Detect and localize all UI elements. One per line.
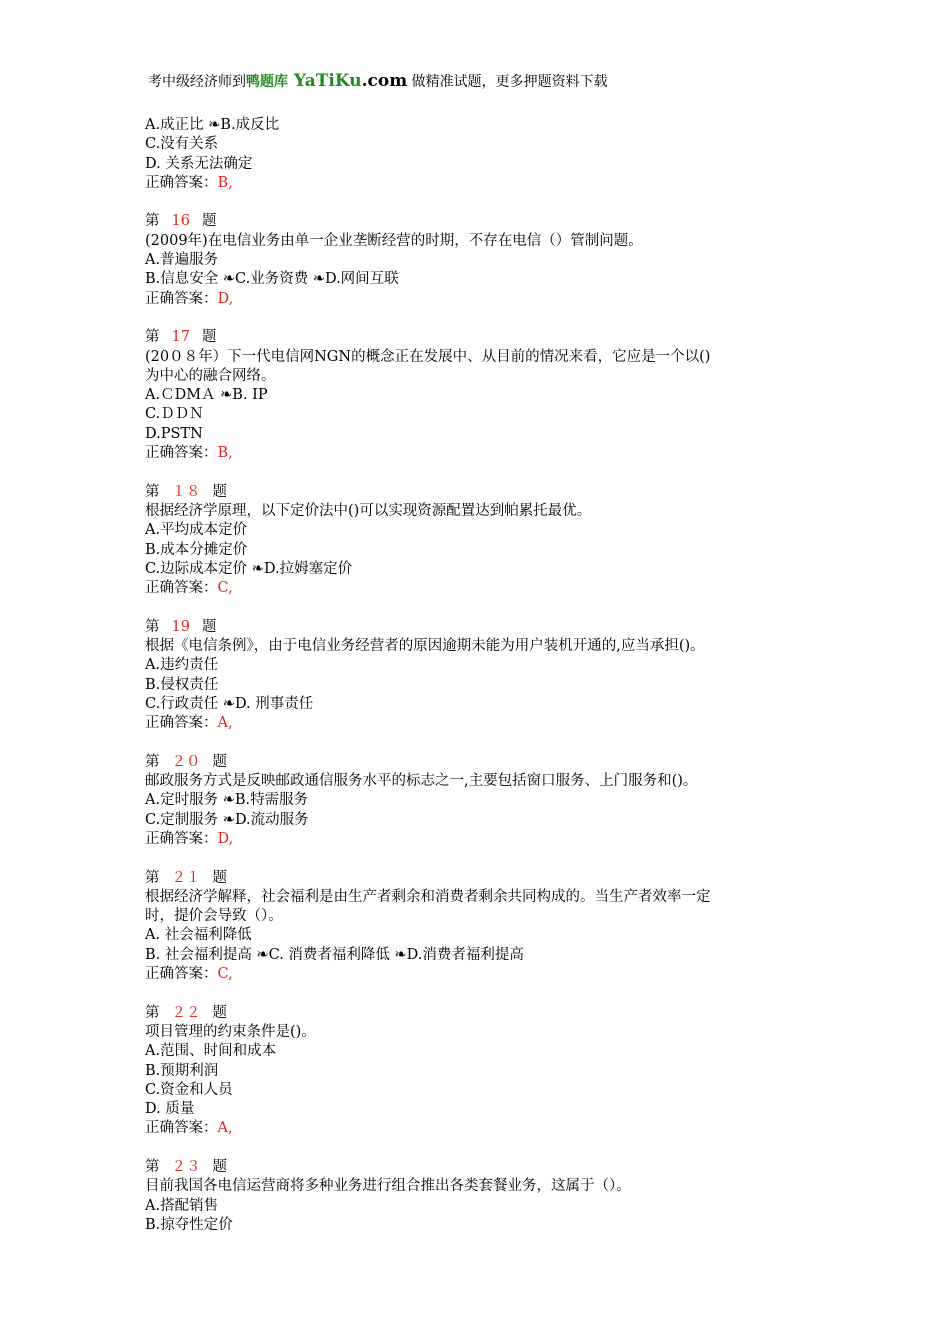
option-line: A.违约责任 xyxy=(145,657,219,674)
question-20 xyxy=(145,753,845,849)
answer-line: 正确答案：A, xyxy=(145,1120,233,1137)
question-stem: 为中心的融合网络。 xyxy=(145,367,276,384)
question-17 xyxy=(145,328,845,463)
answer-line xyxy=(145,174,845,193)
option-line: D. 质量 xyxy=(145,1101,195,1118)
option-line: C.边际成本定价 ❧D.拉姆塞定价 xyxy=(145,560,353,577)
question-stem: 根据经济学解释，社会福利是由生产者剩余和消费者剩余共同构成的。当生产者效率一定 xyxy=(145,888,711,905)
question-heading: 第 17 题 xyxy=(145,329,217,346)
question-stem: 邮政服务方式是反映邮政通信服务水平的标志之一,主要包括窗口服务、上门服务和()。 xyxy=(145,773,698,790)
question-stem: 目前我国各电信运营商将多种业务进行组合推出各类套餐业务，这属于（）。 xyxy=(145,1178,631,1195)
question-number: ２１ xyxy=(171,869,201,886)
question-stem: 项目管理的约束条件是()。 xyxy=(145,1023,316,1040)
question-heading: 第 ２１ 题 xyxy=(145,869,227,886)
question-heading: 第 ２２ 题 xyxy=(145,1004,227,1021)
option-line: A.ＣDMＡ ❧B. IP xyxy=(145,387,268,404)
question-number: ２２ xyxy=(171,1004,201,1021)
question-number: ２３ xyxy=(171,1159,201,1176)
question-stem: (20０８年）下一代电信网NGN的概念正在发展中、从目前的情况来看，它应是一个以() xyxy=(145,348,711,365)
option-line: C.定制服务 ❧D.流动服务 xyxy=(145,811,309,828)
question-heading: 第 16 题 xyxy=(145,213,217,230)
option-line: A.范围、时间和成本 xyxy=(145,1043,277,1060)
answer-value: B, xyxy=(217,174,233,191)
option-line: B.预期利润 xyxy=(145,1062,219,1079)
question-number: ２０ xyxy=(171,753,201,770)
question-16 xyxy=(145,212,845,308)
option-line: A.普遍服务 xyxy=(145,252,219,269)
question-stem: 根据《电信条例》，由于电信业务经营者的原因逾期未能为用户装机开通的,应当承担()。 xyxy=(145,638,705,655)
answer-value: D, xyxy=(217,830,234,847)
question-stem: (2009年)在电信业务由单一企业垄断经营的时期，不存在电信（）管制问题。 xyxy=(145,232,643,249)
option-line: B.掠夺性定价 xyxy=(145,1216,233,1233)
header-brand-com: .com xyxy=(361,71,408,91)
question-19 xyxy=(145,618,845,734)
answer-line: 正确答案：C, xyxy=(145,966,233,983)
option-line: A.定时服务 ❧B.特需服务 xyxy=(145,792,309,809)
option-line: A.搭配销售 xyxy=(145,1197,219,1214)
option-line: B. 社会福利提高 ❧C. 消费者福利降低 ❧D.消费者福利提高 xyxy=(145,946,524,963)
question-list xyxy=(145,116,845,1235)
option-line: A. 社会福利降低 xyxy=(145,927,252,944)
answer-value: B, xyxy=(217,445,233,462)
question-18 xyxy=(145,483,845,599)
question-number: 16 xyxy=(171,213,190,230)
question-number: 17 xyxy=(171,329,190,346)
answer-line: 正确答案：D, xyxy=(145,830,234,847)
answer-line: 正确答案：C, xyxy=(145,580,233,597)
option-line: A.成正比 ❧B.成反比 xyxy=(145,117,280,133)
question-stem: 时，提价会导致（）。 xyxy=(145,908,283,925)
option-line: C.没有关系 xyxy=(145,136,219,153)
question-stem: 根据经济学原理，以下定价法中()可以实现资源配置达到帕累托最优。 xyxy=(145,502,592,519)
question-23 xyxy=(145,1158,845,1235)
question-21 xyxy=(145,869,845,985)
question-heading: 第 ２０ 题 xyxy=(145,753,227,770)
answer-line: 正确答案：D, xyxy=(145,290,234,307)
header-brand-cn: 鸭题库 xyxy=(246,74,288,90)
header-brand-en: YaTiKu xyxy=(288,71,362,91)
option-line: B.成本分摊定价 xyxy=(145,541,248,558)
question-22 xyxy=(145,1004,845,1139)
header-prefix: 考中级经济师到 xyxy=(148,74,246,90)
answer-value: D, xyxy=(217,290,234,307)
option-line: D. 关系无法确定 xyxy=(145,155,253,172)
answer-value: C, xyxy=(217,966,233,983)
option-line: C.行政责任 ❧D. 刑事责任 xyxy=(145,695,314,712)
option-line: D.PSTN xyxy=(145,425,203,442)
question-heading: 第 ２３ 题 xyxy=(145,1159,227,1176)
option-line: A.平均成本定价 xyxy=(145,522,248,539)
question-number: 19 xyxy=(171,618,190,635)
header-suffix: 做精准试题，更多押题资料下载 xyxy=(407,74,608,90)
answer-line: 正确答案：B, xyxy=(145,445,233,462)
question-heading: 第 19 题 xyxy=(145,618,217,635)
option-line: B.信息安全 ❧C.业务资费 ❧D.网间互联 xyxy=(145,271,399,288)
question-heading: 第 １８ 题 xyxy=(145,483,227,500)
page-header xyxy=(148,71,608,92)
question-number: １８ xyxy=(171,483,201,500)
option-line: C.资金和人员 xyxy=(145,1081,233,1098)
option-line: B.侵权责任 xyxy=(145,676,219,693)
option-line: C.ＤＤＮ xyxy=(145,406,204,423)
answer-value: A, xyxy=(217,1120,233,1137)
answer-value: C, xyxy=(217,580,233,597)
question-15-tail xyxy=(145,116,845,193)
answer-line: 正确答案：A, xyxy=(145,715,233,732)
answer-value: A, xyxy=(217,715,233,732)
answer-label: 正确答案： xyxy=(145,174,218,191)
